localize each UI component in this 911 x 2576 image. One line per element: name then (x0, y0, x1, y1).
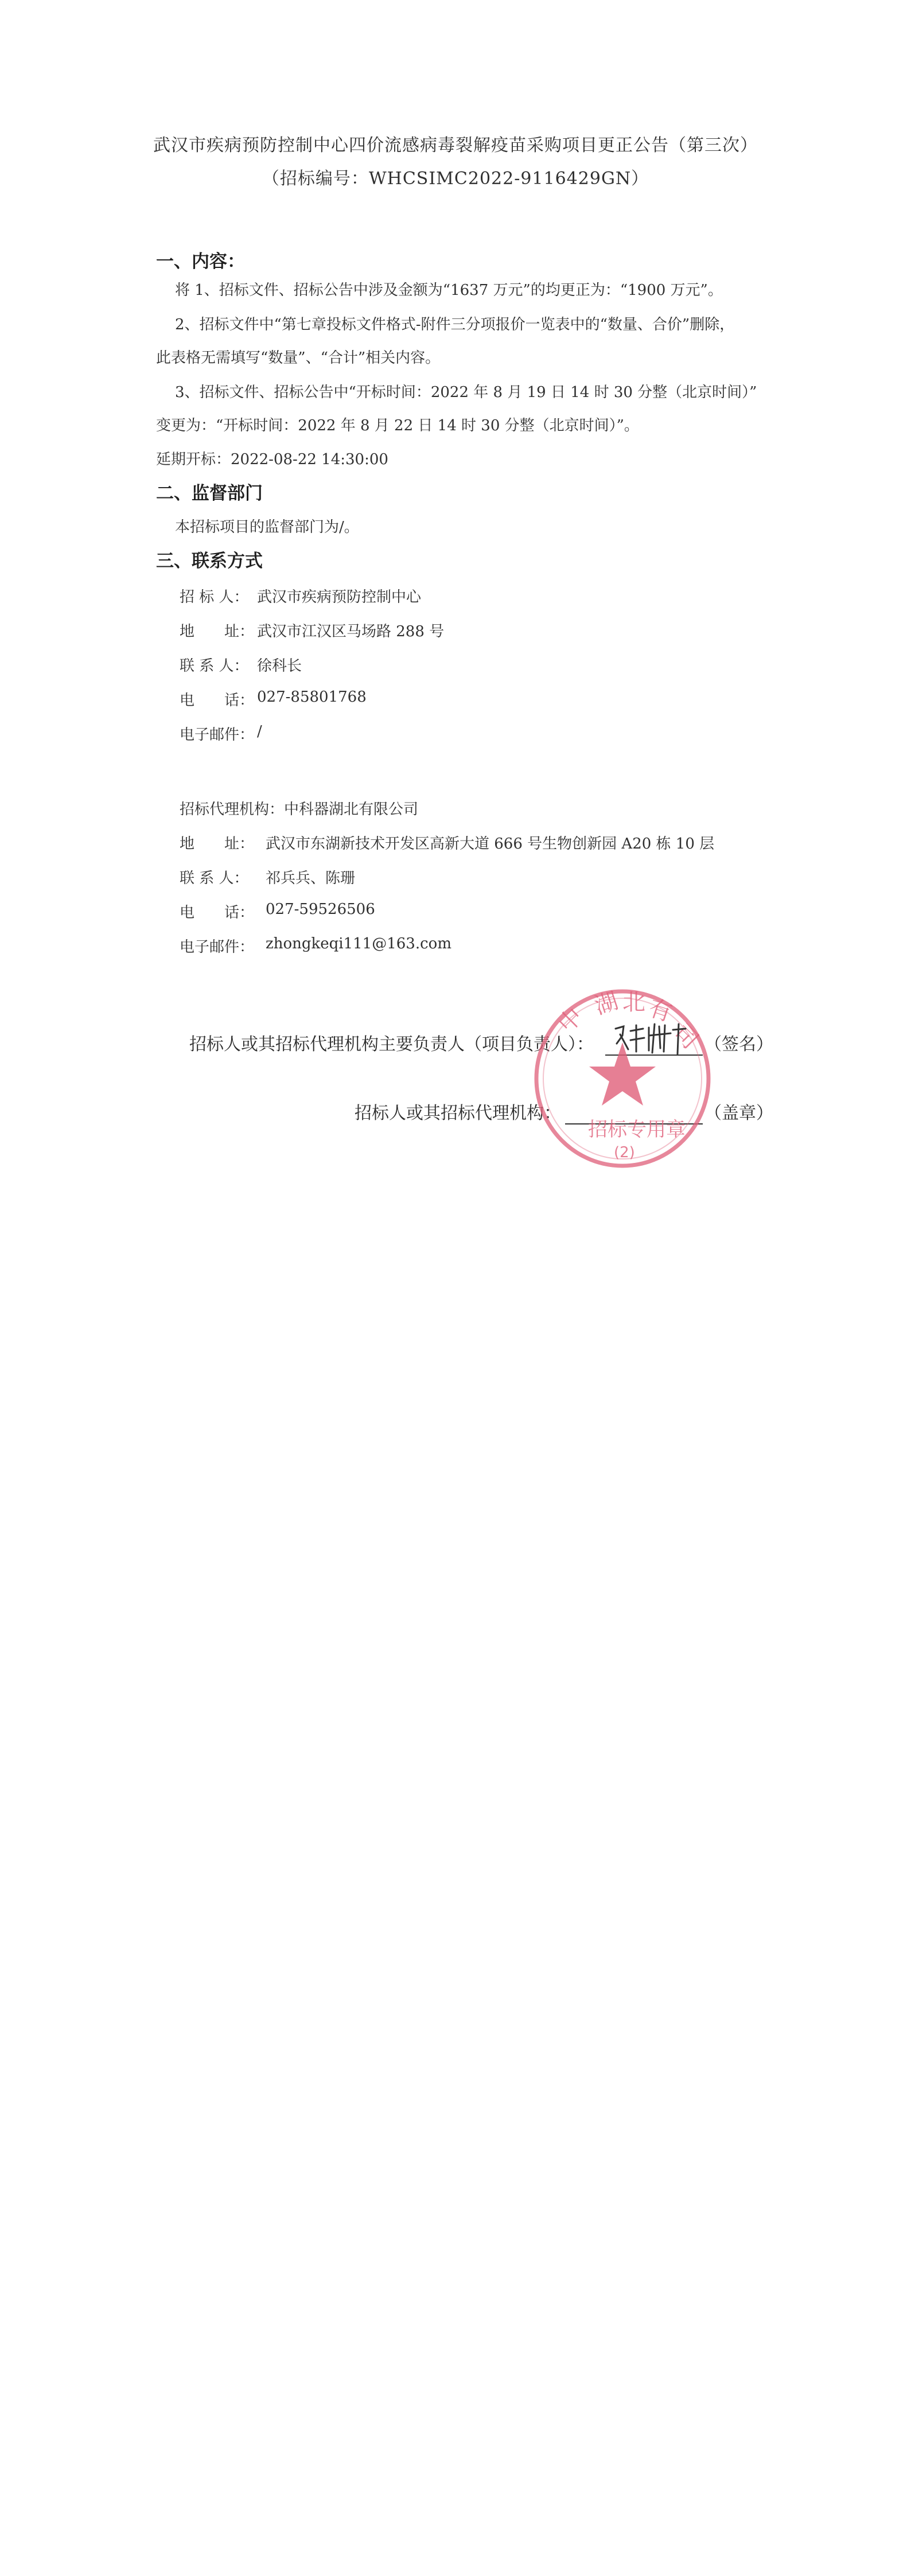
tenderer-address-label: 地 址： (180, 623, 255, 640)
official-seal-stamp (528, 982, 717, 1172)
svg-text:有: 有 (645, 994, 676, 1027)
agency-label: 招标代理机构： (180, 801, 285, 818)
section1-heading: 一、内容： (156, 251, 245, 272)
document-title: 武汉市疾病预防控制中心四价流感病毒裂解疫苗采购项目更正公告（第三次） (153, 135, 758, 155)
agency-address-label: 地 址： (180, 835, 255, 853)
tenderer-phone-value: 027-85801768 (257, 688, 367, 706)
supervision-text: 本招标项目的监督部门为/。 (175, 519, 359, 536)
change-item-3-line2: 变更为：“开标时间：2022 年 8 月 22 日 14 时 30 分整（北京时间）”。 (156, 417, 639, 434)
seal-suffix: （盖章） (704, 1103, 773, 1123)
change-item-2-line1: 2、招标文件中“第七章投标文件格式-附件三分项报价一览表中的“数量、合价”删除， (175, 316, 735, 333)
tenderer-email-value: / (257, 723, 262, 740)
svg-text:(2): (2) (614, 1144, 635, 1161)
change-item-2-line2: 此表格无需填写“数量”、“合计”相关内容。 (156, 349, 441, 367)
agency-contact-label: 联 系 人： (180, 870, 249, 887)
agency-phone-value: 027-59526506 (266, 901, 375, 918)
delayed-opening: 延期开标：2022-08-22 14:30:00 (156, 451, 388, 468)
handwritten-signature (611, 1018, 691, 1059)
agency-address-value: 武汉市东湖新技术开发区高新大道 666 号生物创新园 A20 栋 10 层 (266, 835, 715, 853)
seal-line-text: 招标人或其招标代理机构： (355, 1103, 561, 1123)
tender-number: （招标编号：WHCSIMC2022-9116429GN） (262, 169, 649, 189)
tenderer-value: 武汉市疾病预防控制中心 (257, 589, 422, 606)
svg-text:北: 北 (622, 989, 645, 1015)
section2-heading: 二、监督部门 (156, 483, 263, 504)
section3-heading: 三、联系方式 (156, 551, 263, 571)
tenderer-contact-label: 联 系 人： (180, 657, 249, 675)
agency-contact-value: 祁兵兵、陈珊 (266, 870, 356, 887)
svg-text:中: 中 (553, 1003, 589, 1038)
svg-text:招标专用章: 招标专用章 (588, 1118, 686, 1141)
tenderer-address-value: 武汉市江汉区马场路 288 号 (257, 623, 445, 640)
agency-value: 中科器湖北有限公司 (284, 801, 419, 818)
svg-text:司: 司 (668, 1019, 703, 1054)
agency-email-label: 电子邮件： (180, 939, 255, 956)
svg-text:湖: 湖 (591, 987, 622, 1020)
tenderer-email-label: 电子邮件： (180, 726, 255, 744)
tenderer-label: 招 标 人： (180, 589, 249, 606)
signature-line-text: 招标人或其招标代理机构主要负责人（项目负责人）： (189, 1034, 594, 1054)
agency-phone-label: 电 话： (180, 904, 255, 921)
tenderer-contact-value: 徐科长 (257, 657, 302, 675)
tenderer-phone-label: 电 话： (180, 692, 255, 709)
change-item-1: 将 1、招标文件、招标公告中涉及金额为“1637 万元”的均更正为：“1900 万元”。 (175, 282, 723, 299)
change-item-3-line1: 3、招标文件、招标公告中“开标时间：2022 年 8 月 19 日 14 时 30 分整（北京时间）” (175, 384, 757, 401)
agency-email-value: zhongkeqi111@163.com (266, 935, 451, 952)
signature-suffix: （签名） (704, 1034, 773, 1054)
